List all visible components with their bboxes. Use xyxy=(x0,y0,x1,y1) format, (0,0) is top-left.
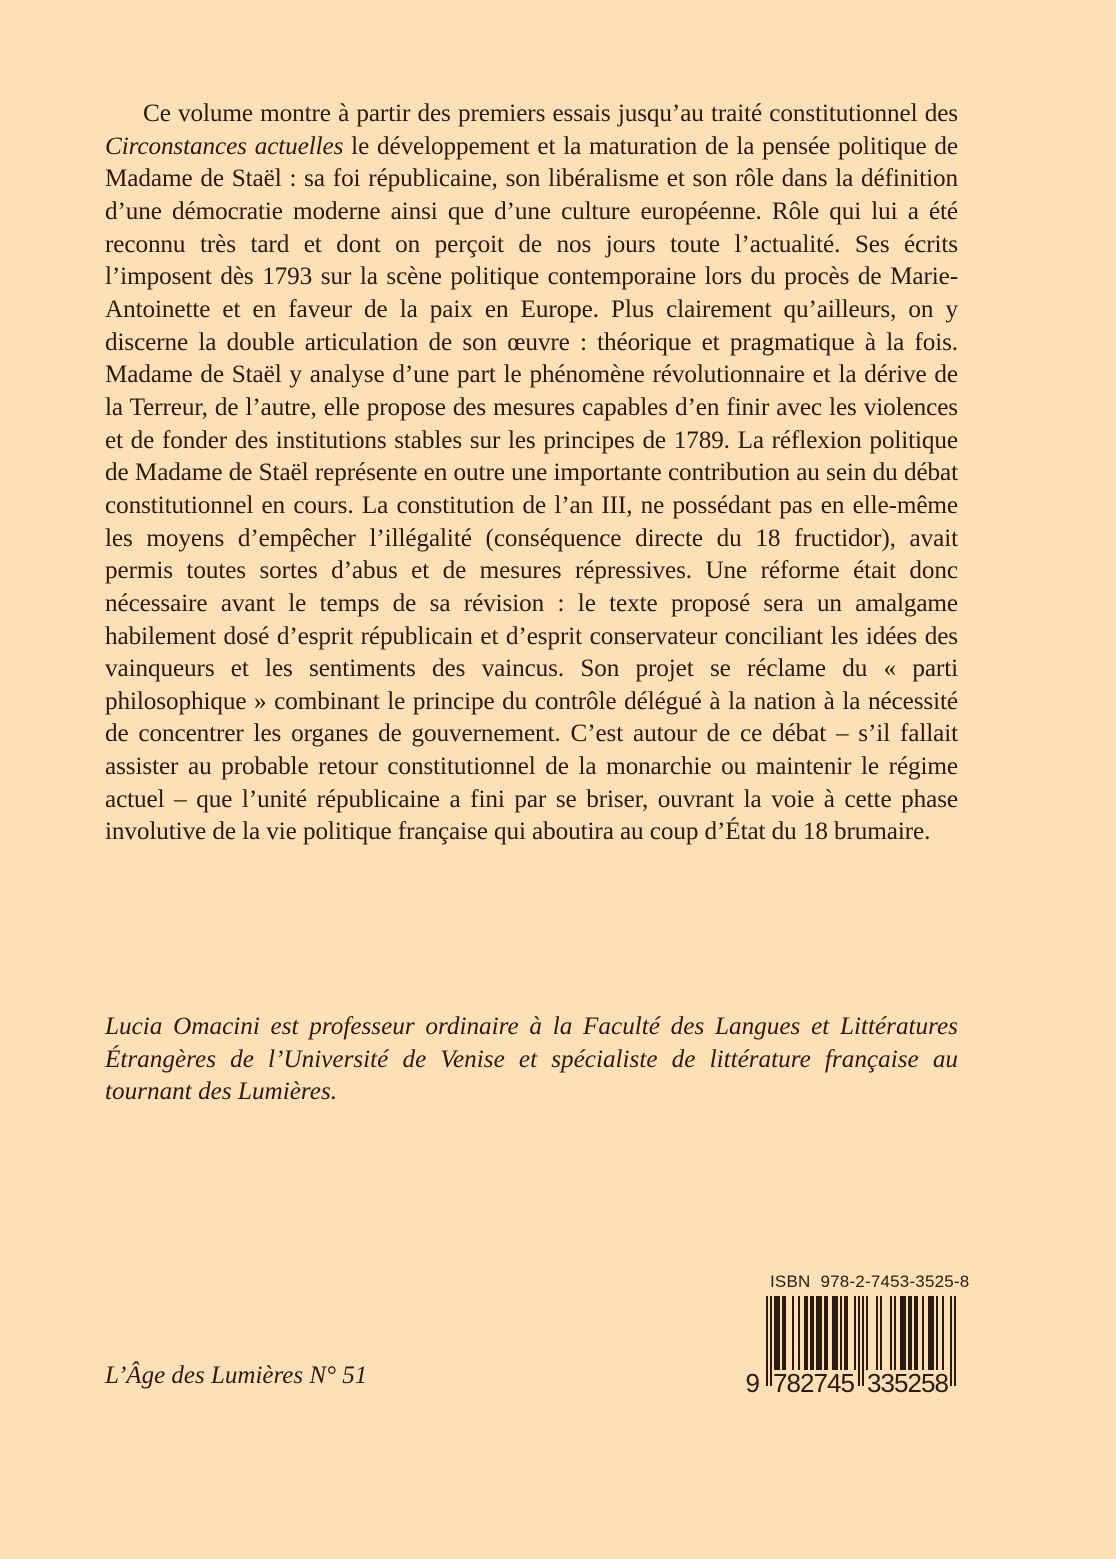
barcode-icon xyxy=(740,1296,970,1396)
work-title: Circonstances actuelles xyxy=(105,132,344,160)
author-bio xyxy=(105,1011,958,1109)
isbn-prefix: ISBN xyxy=(770,1272,811,1291)
summary-text xyxy=(105,98,958,849)
author-bio-text: Lucia Omacini est professeur ordinaire à la Faculté des Langues et Littératures Étrangères de l’Université de Venise et spécialiste de littérature française au tournant des Lumières. xyxy=(105,1013,958,1106)
summary-part-1: Ce volume montre à partir des premiers essais jusqu’au traité constitutionnel des xyxy=(143,100,958,127)
series-label: L’Âge des Lumières N° 51 xyxy=(105,1362,368,1389)
barcode-left-group: 782745 xyxy=(773,1368,855,1396)
isbn-number: 978-2-7453-3525-8 xyxy=(820,1272,970,1291)
summary-paragraph xyxy=(105,98,958,849)
barcode-right-group: 335258 xyxy=(867,1368,949,1396)
isbn-label xyxy=(770,1272,969,1292)
summary-part-2: le développement et la maturation de la pensée politique de Madame de Staël : sa foi républicaine, son libéralisme et son rôle dans la définition d’une démocratie moderne ainsi que d’une culture européenne. Rôle qui lui a été reconnu très tard et dont on perçoit de nos jours toute l’actualité. Ses écrits l’imposent dès 1793 sur la scène politique contemporaine lors du procès de Marie-Antoinette et en faveur de la paix en Europe. Plus clairement qu’ailleurs, on y discerne la double articulation de son œuvre : théorique et pragmatique à la fois. Madame de Staël y analyse d’une part le phénomène révolutionnaire et la dérive de la Terreur, de l’autre, elle propose des mesures capables d’en finir avec les violences et de fonder des institutions stables sur les principes de 1789. La réflexion politique de Madame de Staël représente en outre une importante contribution au sein du débat constitutionnel en cours. La constitution de l’an III, ne possédant pas en elle-même les moyens d’empêcher l’illégalité (conséquence directe du 18 fructidor), avait permis toutes sortes d’abus et de mesures répressives. Une réforme était donc nécessaire avant le temps de sa révision : le texte proposé sera un amalgame habilement dosé d’esprit républicain et d’esprit conservateur conciliant les idées des vainqueurs et les sentiments des vaincus. Son projet se réclame du « parti philosophique » combinant le principe du contrôle délégué à la nation à la nécessité de concentrer les organes de gouvernement. C’est autour de ce débat – s’il fallait assister au probable retour constitutionnel de la monarchie ou maintenir le régime actuel – que l’unité républicaine a fini par se briser, ouvrant la voie à cette phase involutive de la vie politique française qui aboutira au coup d’État du 18 brumaire. xyxy=(105,132,959,846)
barcode xyxy=(740,1296,970,1396)
barcode-first-digit: 9 xyxy=(745,1368,760,1396)
